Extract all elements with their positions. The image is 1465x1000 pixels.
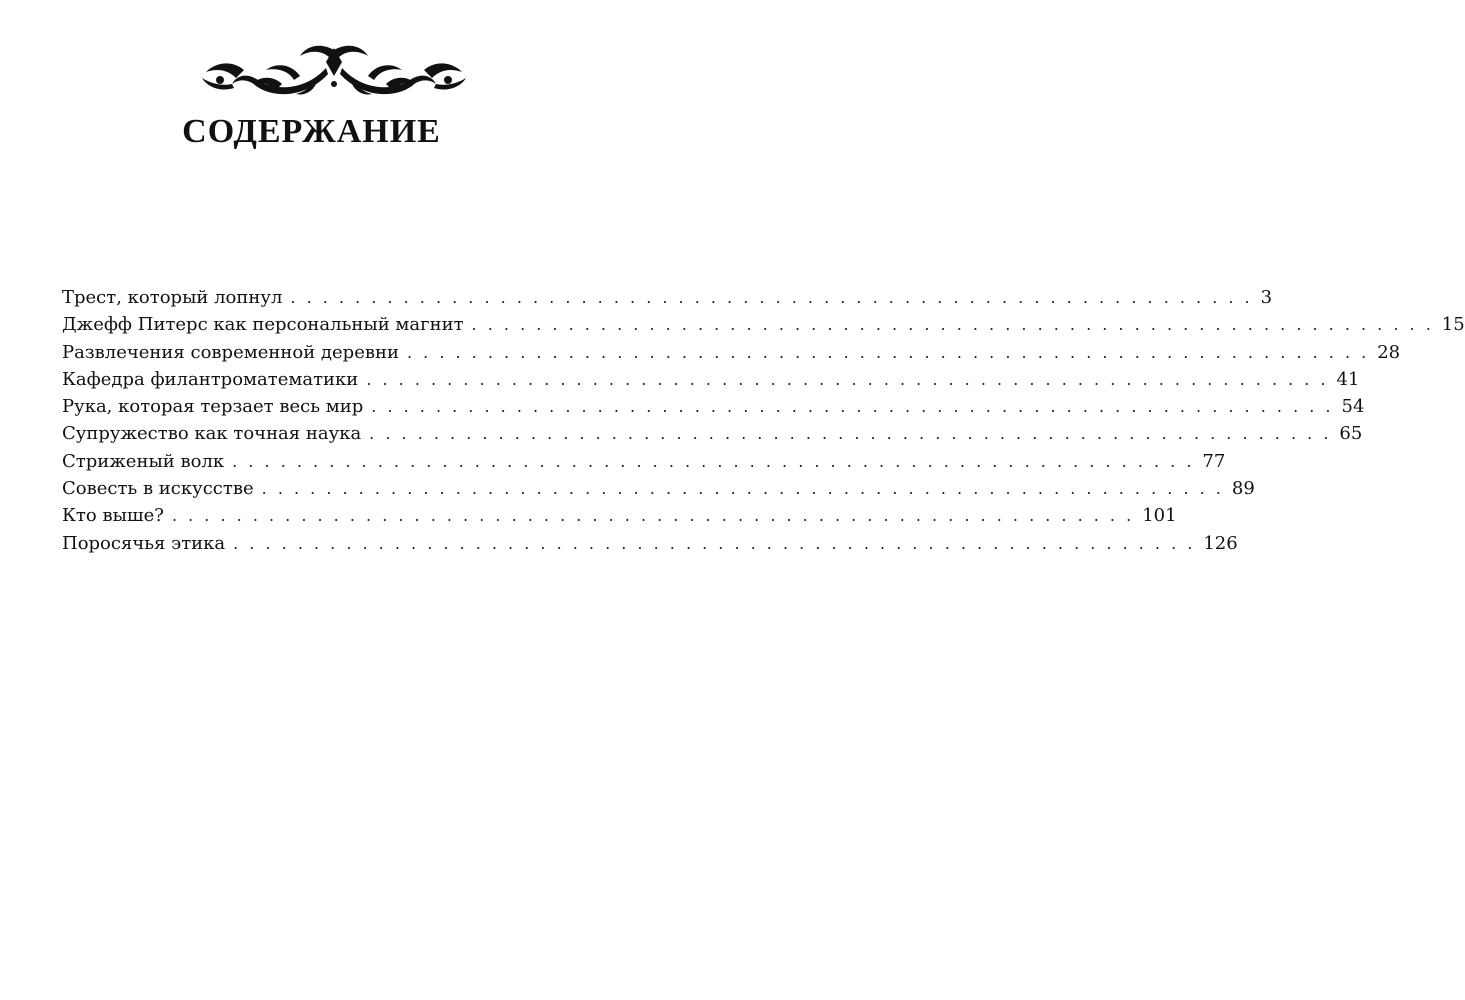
toc-entry[interactable] — [62, 420, 1363, 447]
dot-leader: . . . . . . . . . . . . . . . . . . . . . . . . . . . . . . . . . . . . . . . . . . . . . . . . . . . . . . . . . . . . — [406, 342, 1370, 362]
toc-entry-page: 28 — [1377, 341, 1401, 363]
toc-entry[interactable] — [62, 502, 1177, 529]
toc-entry-page: 101 — [1142, 505, 1177, 527]
toc-entry-title: Совесть в искусстве — [62, 478, 254, 500]
toc-entry-page: 15 — [1441, 314, 1465, 336]
toc-entry[interactable] — [62, 393, 1365, 420]
dot-leader: . . . . . . . . . . . . . . . . . . . . . . . . . . . . . . . . . . . . . . . . . . . . . . . . . . . . . . . . . . . . — [366, 369, 1329, 389]
dot-leader: . . . . . . . . . . . . . . . . . . . . . . . . . . . . . . . . . . . . . . . . . . . . . . . . . . . . . . . . . . . . — [261, 479, 1224, 499]
dot-leader: . . . . . . . . . . . . . . . . . . . . . . . . . . . . . . . . . . . . . . . . . . . . . . . . . . . . . . . . . . . . — [171, 506, 1135, 526]
toc-entry-page: 3 — [1260, 287, 1273, 308]
toc-entry-title: Кто выше? — [62, 505, 164, 527]
toc-entry-title: Кафедра филантроматематики — [62, 368, 359, 390]
toc-entry-page: 54 — [1341, 396, 1365, 418]
toc-entry-title: Трест, который лопнул — [62, 287, 283, 308]
page-title: СОДЕРЖАНИЕ — [182, 113, 441, 150]
toc-entry-title: Стриженый волк — [62, 450, 225, 472]
toc-entry-title: Развлечения современной деревни — [62, 341, 399, 363]
toc-entry-page: 126 — [1203, 532, 1238, 554]
toc-entry-page: 89 — [1231, 478, 1255, 500]
dot-leader: . . . . . . . . . . . . . . . . . . . . . . . . . . . . . . . . . . . . . . . . . . . . . . . . . . . . . . . . . . . . — [290, 288, 1253, 307]
toc-entry[interactable] — [62, 448, 1226, 475]
toc-entry-title: Супружество как точная наука — [62, 423, 362, 445]
dot-leader: . . . . . . . . . . . . . . . . . . . . . . . . . . . . . . . . . . . . . . . . . . . . . . . . . . . . . . . . . . . . — [369, 424, 1332, 444]
toc-entry-title: Рука, которая терзает весь мир — [62, 396, 364, 418]
toc-entry[interactable] — [62, 339, 1401, 366]
table-of-contents — [62, 284, 1465, 557]
dot-leader: . . . . . . . . . . . . . . . . . . . . . . . . . . . . . . . . . . . . . . . . . . . . . . . . . . . . . . . . . . . . — [471, 315, 1434, 335]
toc-entry-page: 65 — [1339, 423, 1363, 445]
toc-entry[interactable] — [62, 530, 1238, 557]
toc-entry-page: 41 — [1336, 368, 1360, 390]
dot-leader: . . . . . . . . . . . . . . . . . . . . . . . . . . . . . . . . . . . . . . . . . . . . . . . . . . . . . . . . . . . . — [371, 397, 1334, 417]
toc-entry[interactable] — [62, 311, 1465, 338]
toc-entry-page: 77 — [1202, 450, 1226, 472]
dot-leader: . . . . . . . . . . . . . . . . . . . . . . . . . . . . . . . . . . . . . . . . . . . . . . . . . . . . . . . . . . . . — [233, 533, 1196, 553]
toc-entry[interactable] — [62, 475, 1255, 502]
toc-entry-title: Поросячья этика — [62, 532, 226, 554]
floral-ornament-icon — [196, 40, 472, 102]
toc-entry[interactable] — [62, 366, 1360, 393]
dot-leader: . . . . . . . . . . . . . . . . . . . . . . . . . . . . . . . . . . . . . . . . . . . . . . . . . . . . . . . . . . . . — [232, 451, 1195, 471]
toc-entry-title: Джефф Питерс как персональный магнит — [62, 314, 464, 336]
toc-entry[interactable] — [62, 284, 1273, 311]
